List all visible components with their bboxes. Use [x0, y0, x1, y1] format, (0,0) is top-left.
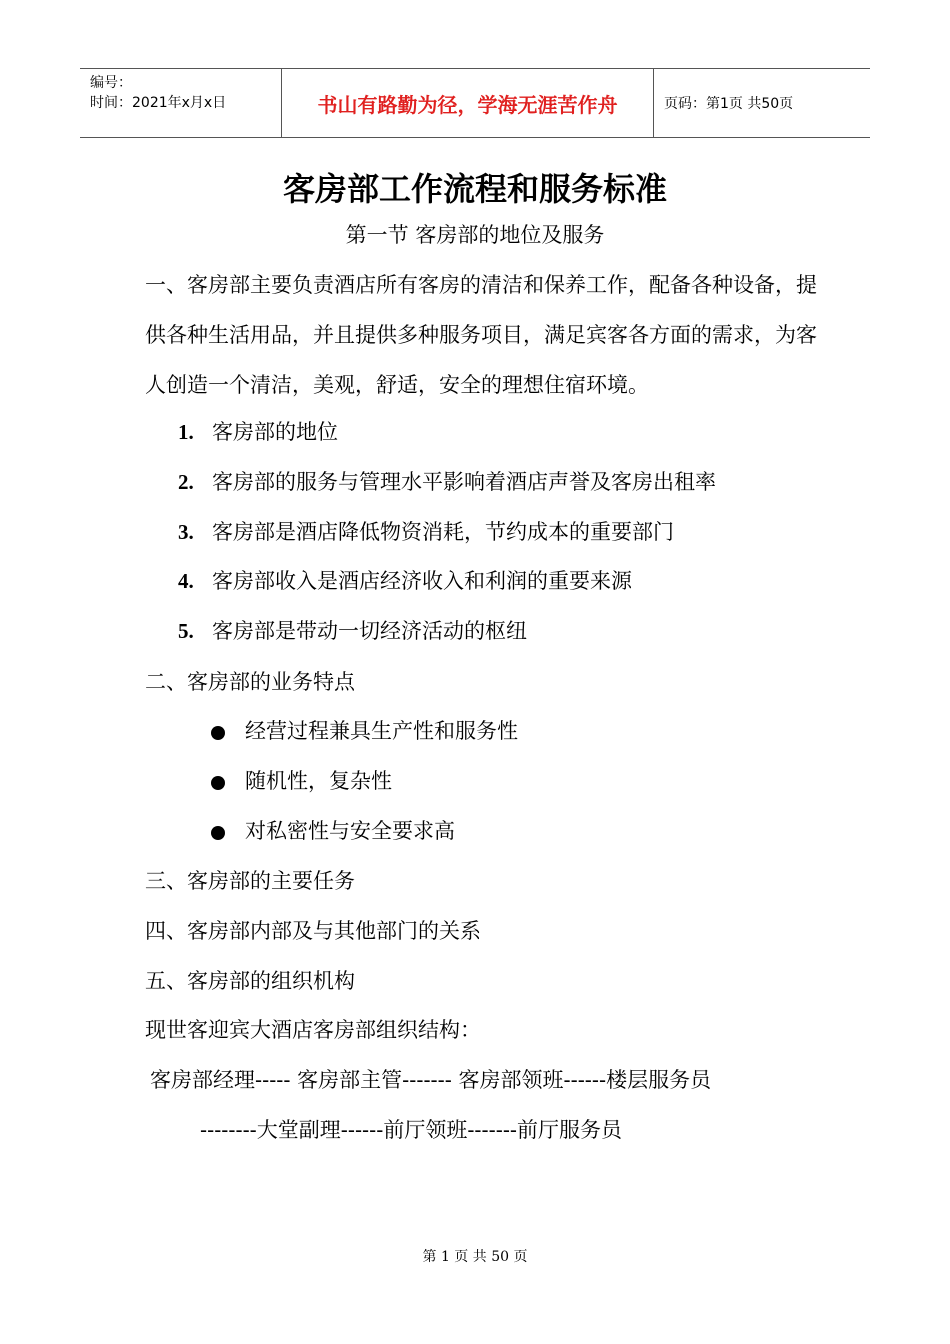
header-motto: 书山有路勤为径，学海无涯苦作舟	[282, 69, 654, 137]
list-number: 4.	[178, 569, 194, 593]
heading-main-tasks: 三、客房部的主要任务	[145, 869, 355, 893]
list-text: 客房部是酒店降低物资消耗，节约成本的重要部门	[212, 520, 674, 544]
list-text: 客房部的服务与管理水平影响着酒店声誉及客房出租率	[212, 470, 716, 494]
list-item	[178, 417, 338, 447]
bullet-item	[211, 766, 392, 796]
list-number: 2.	[178, 470, 194, 494]
list-item	[178, 566, 632, 596]
bullet-dot-icon	[211, 826, 225, 840]
bullet-dot-icon	[211, 776, 225, 790]
header-meta	[80, 69, 282, 137]
page-header	[80, 68, 870, 138]
list-text: 客房部收入是酒店经济收入和利润的重要来源	[212, 569, 632, 593]
bullet-dot-icon	[211, 726, 225, 740]
header-page-info: 页码：第1页 共50页	[664, 96, 794, 112]
list-number: 1.	[178, 420, 194, 444]
org-structure-line-2: --------大堂副理------前厅领班-------前厅服务员	[200, 1118, 623, 1142]
number-label: 编号：	[90, 75, 132, 91]
org-structure-line-1: 客房部经理----- 客房部主管------- 客房部领班------楼层服务员	[150, 1068, 712, 1092]
bullet-text: 经营过程兼具生产性和服务性	[245, 719, 518, 743]
list-number: 3.	[178, 520, 194, 544]
org-intro: 现世客迎宾大酒店客房部组织结构：	[145, 1018, 481, 1042]
list-text: 客房部的地位	[212, 420, 338, 444]
list-item	[178, 616, 527, 646]
document-title: 客房部工作流程和服务标准	[282, 170, 667, 208]
list-number: 5.	[178, 619, 194, 643]
page-footer: 第 1 页 共 50 页	[422, 1249, 528, 1265]
section-title: 第一节 客房部的地位及服务	[345, 223, 605, 247]
heading-business-features: 二、客房部的业务特点	[145, 670, 355, 694]
list-item	[178, 517, 674, 547]
bullet-item	[211, 716, 518, 746]
time-label: 时间：2021年x月x日	[90, 95, 227, 111]
intro-paragraph: 一、客房部主要负责酒店所有客房的清洁和保养工作，配备各种设备，提供各种生活用品，并且提供多种服务项目，满足宾客各方面的需求，为客人创造一个清洁，美观，舒适，安全的理想住宿环境。	[145, 273, 817, 397]
heading-organization: 五、客房部的组织机构	[145, 969, 355, 993]
list-text: 客房部是带动一切经济活动的枢纽	[212, 619, 527, 643]
list-item	[178, 467, 716, 497]
bullet-item	[211, 816, 455, 846]
heading-relations: 四、客房部内部及与其他部门的关系	[145, 919, 481, 943]
bullet-text: 对私密性与安全要求高	[245, 819, 455, 843]
bullet-text: 随机性，复杂性	[245, 769, 392, 793]
